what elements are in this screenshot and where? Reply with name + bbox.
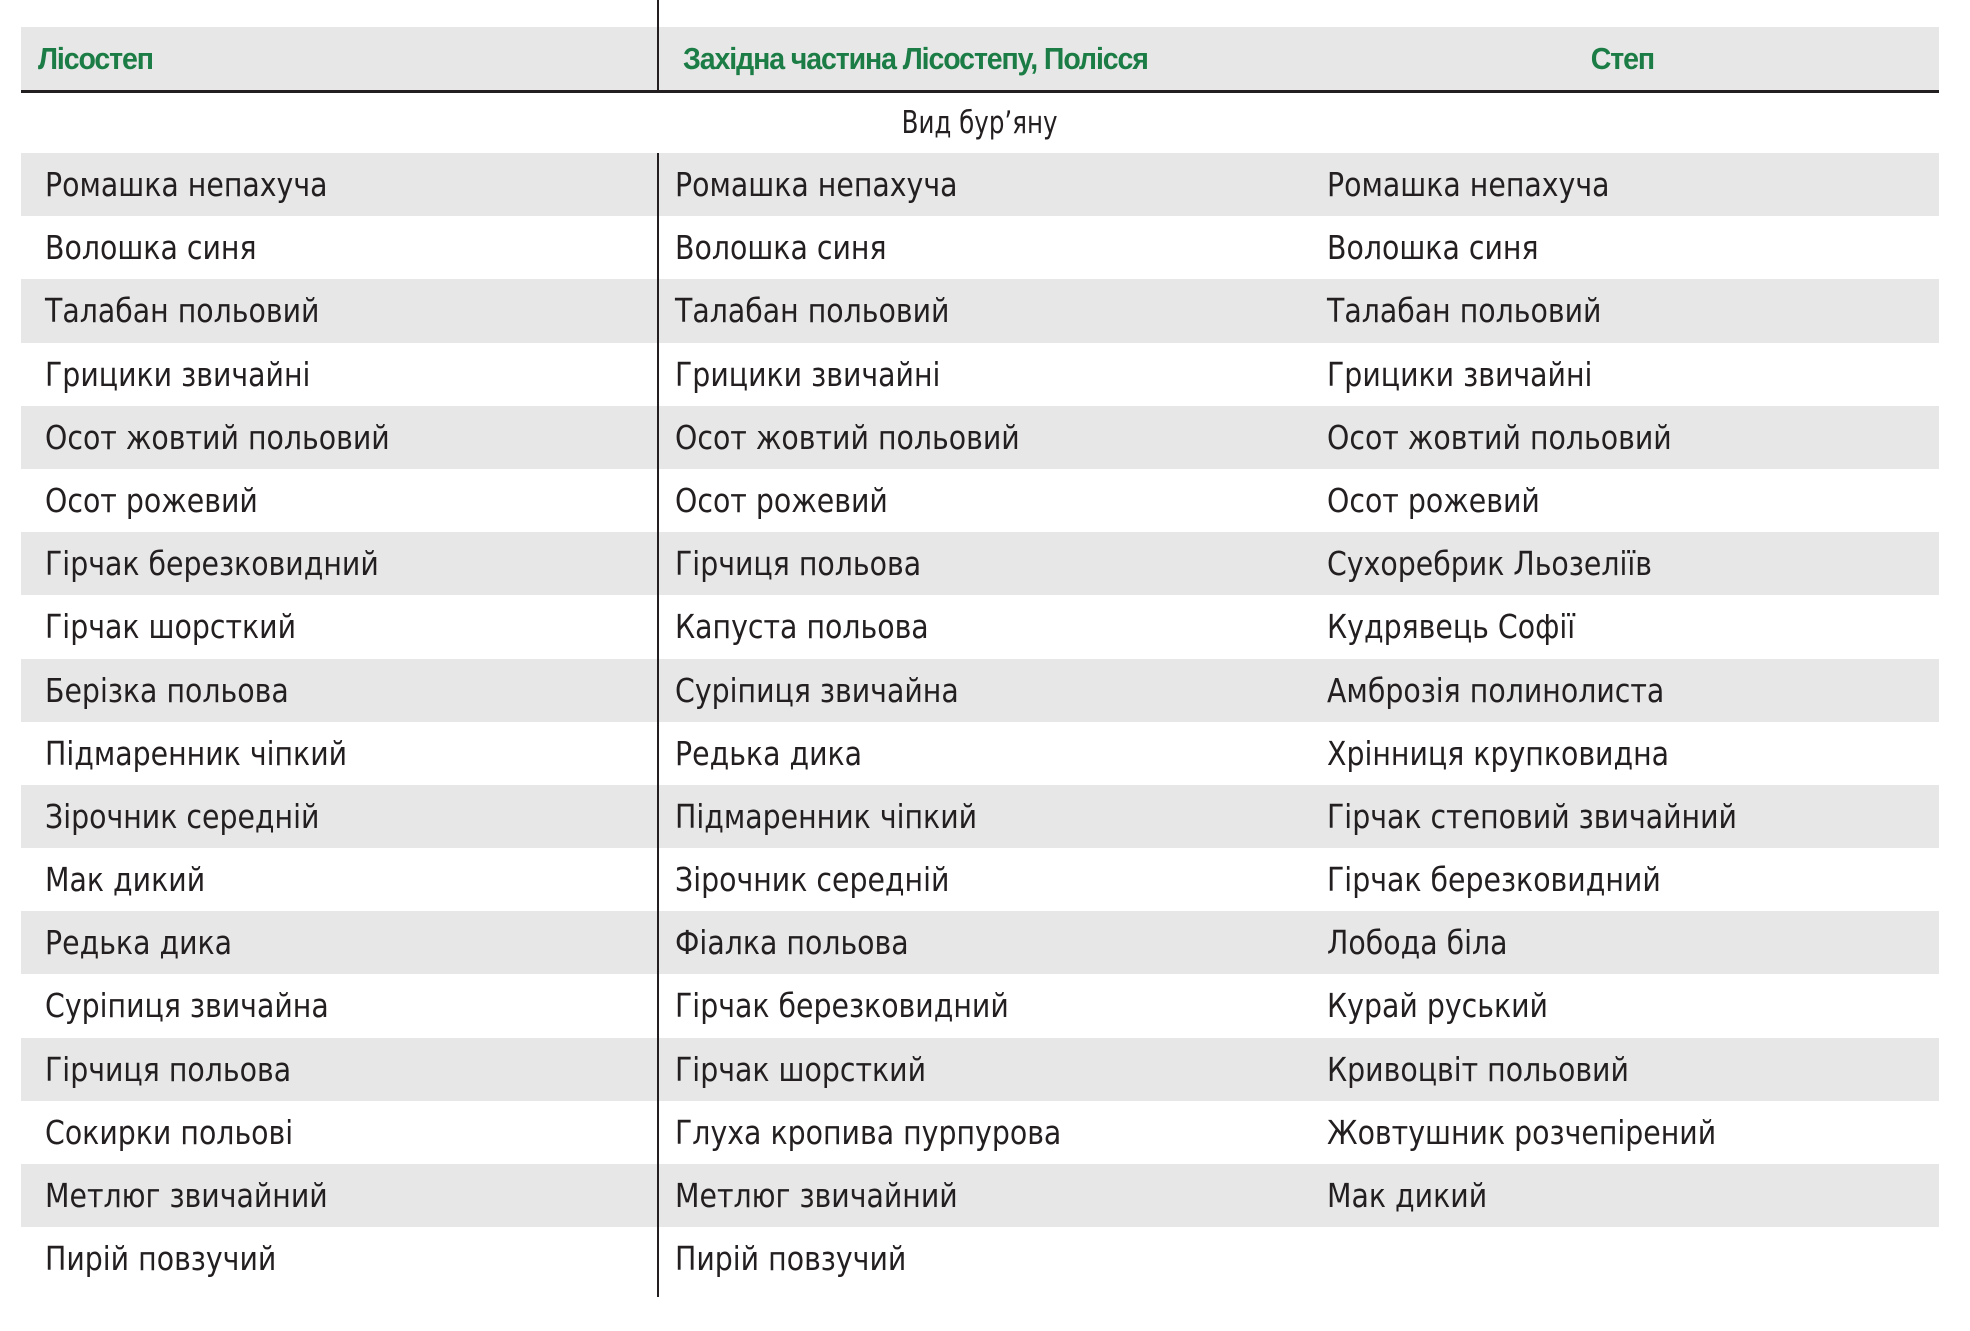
cell-forest-steppe: Талабан польовий <box>45 291 320 331</box>
subheader-label: Вид бур’яну <box>902 105 1058 141</box>
column-divider <box>657 153 659 1297</box>
table-row <box>21 974 1939 1037</box>
cell-western-forest-steppe-polissia: Суріпиця звичайна <box>675 670 959 710</box>
cell-western-forest-steppe-polissia: Гірчиця польова <box>675 544 922 584</box>
cell-western-forest-steppe-polissia: Капуста польова <box>675 607 929 647</box>
cell-forest-steppe: Гірчак шорсткий <box>45 607 297 647</box>
cell-forest-steppe: Підмаренник чіпкий <box>45 733 348 773</box>
cell-steppe: Кудрявець Софії <box>1327 607 1576 647</box>
cell-steppe: Сухоребрик Льозеліїв <box>1327 544 1652 584</box>
table-row <box>21 595 1939 658</box>
header-steppe: Степ <box>1590 41 1654 76</box>
cell-forest-steppe: Осот рожевий <box>45 480 258 520</box>
cell-steppe: Амброзія полинолиста <box>1327 670 1665 710</box>
table-row <box>21 1227 1939 1290</box>
cell-steppe: Курай руський <box>1327 986 1548 1026</box>
cell-steppe: Волошка синя <box>1327 228 1539 268</box>
cell-forest-steppe: Зірочник середній <box>45 796 320 836</box>
cell-steppe: Жовтушник розчепірений <box>1327 1112 1717 1152</box>
cell-forest-steppe: Гірчиця польова <box>45 1049 292 1089</box>
cell-steppe: Талабан польовий <box>1327 291 1602 331</box>
cell-forest-steppe: Редька дика <box>45 923 233 963</box>
cell-western-forest-steppe-polissia: Гірчак березковидний <box>675 986 1009 1026</box>
cell-forest-steppe: Осот жовтий польовий <box>45 417 390 457</box>
cell-steppe: Осот жовтий польовий <box>1327 417 1672 457</box>
cell-steppe: Гірчак березковидний <box>1327 860 1661 900</box>
cell-western-forest-steppe-polissia: Осот рожевий <box>675 480 888 520</box>
cell-western-forest-steppe-polissia: Талабан польовий <box>675 291 950 331</box>
table-row <box>21 911 1939 974</box>
cell-western-forest-steppe-polissia: Гірчак шорсткий <box>675 1049 927 1089</box>
header-western-forest-steppe-polissia: Західна частина Лісостепу, Полісся <box>683 41 1148 76</box>
table-row <box>21 216 1939 279</box>
table-row <box>21 1164 1939 1227</box>
table-header-row <box>21 27 1939 93</box>
column-divider <box>657 0 659 90</box>
cell-forest-steppe: Сокирки польові <box>45 1112 294 1152</box>
cell-western-forest-steppe-polissia: Осот жовтий польовий <box>675 417 1020 457</box>
cell-steppe: Осот рожевий <box>1327 480 1540 520</box>
cell-steppe: Мак дикий <box>1327 1176 1488 1215</box>
table-row <box>21 343 1939 406</box>
weed-species-table <box>21 27 1939 1290</box>
cell-western-forest-steppe-polissia: Ромашка непахуча <box>675 165 958 204</box>
cell-forest-steppe: Мак дикий <box>45 860 206 900</box>
table-body <box>21 153 1939 1290</box>
cell-forest-steppe: Берізка польова <box>45 670 289 710</box>
cell-steppe: Хрінниця крупковидна <box>1327 733 1670 773</box>
table-row <box>21 469 1939 532</box>
table-row <box>21 406 1939 469</box>
cell-western-forest-steppe-polissia: Волошка синя <box>675 228 887 268</box>
cell-western-forest-steppe-polissia: Редька дика <box>675 733 863 773</box>
table-row <box>21 1101 1939 1164</box>
table-row <box>21 659 1939 722</box>
cell-western-forest-steppe-polissia: Глуха кропива пурпурова <box>675 1112 1062 1152</box>
table-row <box>21 722 1939 785</box>
cell-forest-steppe: Пирій повзучий <box>45 1239 277 1279</box>
cell-steppe: Кривоцвіт польовий <box>1327 1049 1629 1089</box>
cell-western-forest-steppe-polissia: Метлюг звичайний <box>675 1176 958 1215</box>
cell-western-forest-steppe-polissia: Зірочник середній <box>675 860 950 900</box>
cell-forest-steppe: Волошка синя <box>45 228 257 268</box>
header-forest-steppe: Лісостеп <box>38 41 153 76</box>
cell-steppe: Ромашка непахуча <box>1327 165 1610 204</box>
table-row <box>21 279 1939 342</box>
cell-forest-steppe: Метлюг звичайний <box>45 1176 328 1215</box>
cell-forest-steppe: Ромашка непахуча <box>45 165 328 204</box>
cell-steppe: Лобода біла <box>1327 923 1508 963</box>
table-row <box>21 848 1939 911</box>
cell-forest-steppe: Гірчак березковидний <box>45 544 379 584</box>
cell-western-forest-steppe-polissia: Грицики звичайні <box>675 354 941 394</box>
cell-western-forest-steppe-polissia: Пирій повзучий <box>675 1239 907 1279</box>
subheader-weed-species <box>21 93 1939 153</box>
table-row <box>21 532 1939 595</box>
cell-steppe: Гірчак степовий звичайний <box>1327 796 1737 836</box>
table-row <box>21 785 1939 848</box>
cell-western-forest-steppe-polissia: Фіалка польова <box>675 923 909 963</box>
cell-forest-steppe: Грицики звичайні <box>45 354 311 394</box>
table-row <box>21 153 1939 216</box>
table-row <box>21 1038 1939 1101</box>
cell-western-forest-steppe-polissia: Підмаренник чіпкий <box>675 796 978 836</box>
cell-steppe: Грицики звичайні <box>1327 354 1593 394</box>
cell-forest-steppe: Суріпиця звичайна <box>45 986 329 1026</box>
